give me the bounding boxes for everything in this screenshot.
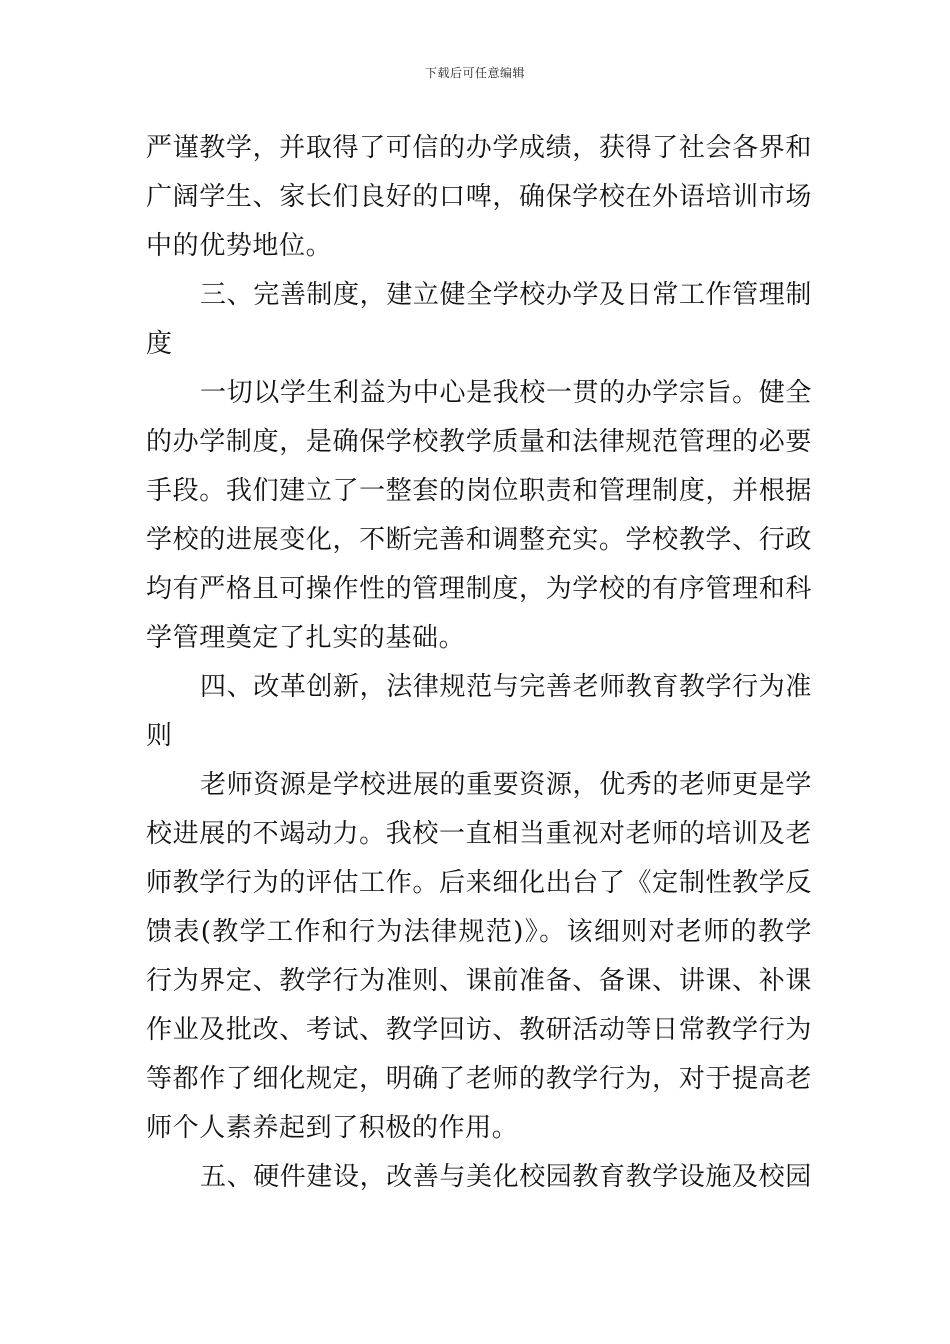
paragraph-system: 一切以学生利益为中心是我校一贯的办学宗旨。健全的办学制度，是确保学校教学质量和法律规范管理的必要手段。我们建立了一整套的岗位职责和管理制度，并根据学校的进展变化，不断完善和调整充实。学校教学、行政均有严格且可操作性的管理制度，为学校的有序管理和科学管理奠定了扎实的基础。	[146, 378, 812, 653]
section-heading-three: 三、完善制度，建立健全学校办学及日常工作管理制度	[146, 280, 812, 359]
page-header: 下载后可任意编辑	[424, 66, 525, 80]
paragraph-teachers: 老师资源是学校进展的重要资源，优秀的老师更是学校进展的不竭动力。我校一直相当重视对老师的培训及老师教学行为的评估工作。后来细化出台了《定制性教学反馈表(教学工作和行为法律规范)》。该细则对老师的教学行为界定、教学行为准则、课前准备、备课、讲课、补课作业及批改、考试、教学回访、教研活动等日常教学行为等都作了细化规定，明确了老师的教学行为，对于提高老师个人素养起到了积极的作用。	[146, 770, 812, 1143]
document-body	[146, 124, 812, 1202]
section-heading-five: 五、硬件建设，改善与美化校园教育教学设施及校园	[200, 1162, 812, 1192]
section-heading-four: 四、改革创新，法律规范与完善老师教育教学行为准则	[146, 672, 812, 751]
paragraph-continuation: 严谨教学，并取得了可信的办学成绩，获得了社会各界和广阔学生、家长们良好的口啤，确保学校在外语培训市场中的优势地位。	[146, 133, 812, 261]
